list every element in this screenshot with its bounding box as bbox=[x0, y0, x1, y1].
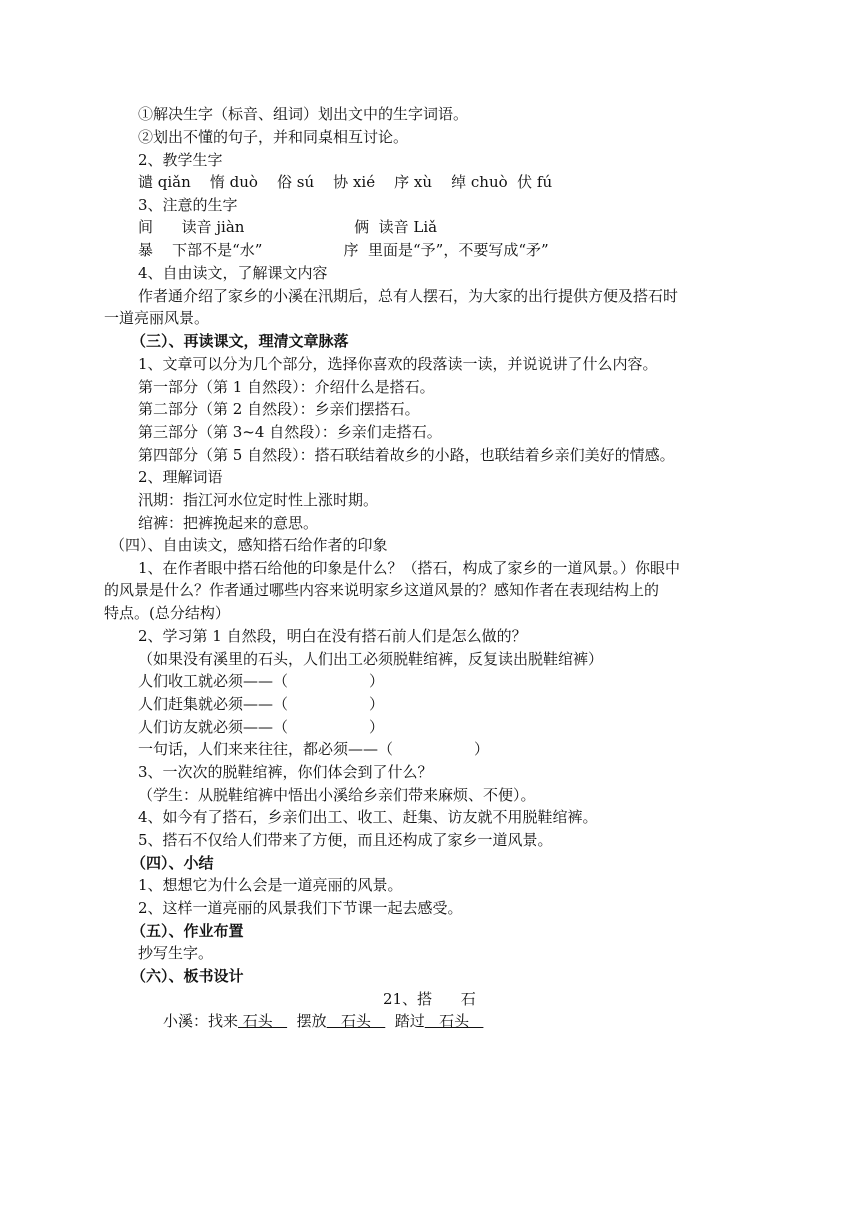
text-line: 的风景是什么？作者通过哪些内容来说明家乡这道风景的？感知作者在表现结构上的 bbox=[104, 581, 660, 599]
board-prefix: 小溪：找来 bbox=[163, 1012, 239, 1030]
text-line: 作者通介绍了家乡的小溪在汛期后，总有人摆石，为大家的出行提供方便及搭石时 bbox=[138, 287, 679, 305]
text-line: 间 读音 jiàn 俩 读音 Liǎ bbox=[138, 218, 438, 236]
text-line: （如果没有溪里的石头，人们出工必须脱鞋绾裤，反复读出脱鞋绾裤） bbox=[138, 650, 604, 668]
text-line: 3、一次次的脱鞋绾裤，你们体会到了什么？ bbox=[138, 763, 433, 781]
text-line: ①解决生字（标音、组词）划出文中的生字词语。 bbox=[138, 105, 469, 123]
text-line: 3、注意的生字 bbox=[138, 196, 238, 214]
text-line: 2、这样一道亮丽的风景我们下节课一起去感受。 bbox=[138, 899, 463, 917]
text-line: 汛期：指江河水位定时性上涨时期。 bbox=[138, 491, 379, 509]
text-line: 一句话，人们来来往往，都必须——（ ） bbox=[138, 740, 490, 758]
text-line: 4、自由读文，了解课文内容 bbox=[138, 264, 328, 282]
text-line: 1、想想它为什么会是一道亮丽的风景。 bbox=[138, 876, 403, 894]
board-mid-2: 踏过 bbox=[385, 1012, 425, 1030]
section-heading: （五）、作业布置 bbox=[131, 922, 244, 940]
board-blank-3: 石头 bbox=[424, 1012, 484, 1030]
text-line: 2、理解词语 bbox=[138, 468, 223, 486]
section-heading: （六）、板书设计 bbox=[131, 967, 244, 985]
board-line bbox=[163, 1014, 483, 1029]
text-line: 4、如今有了搭石，乡亲们出工、收工、赶集、访友就不用脱鞋绾裤。 bbox=[138, 808, 598, 826]
text-line: 特点。(总分结构） bbox=[104, 604, 230, 622]
text-line: 人们赶集就必须——（ ） bbox=[138, 695, 385, 713]
text-line: 一道亮丽风景。 bbox=[104, 309, 210, 327]
text-line: 第一部分（第 1 自然段）：介绍什么是搭石。 bbox=[138, 378, 435, 396]
section-heading: （四）、自由读文，感知搭石给作者的印象 bbox=[110, 536, 388, 554]
section-heading: （三）、再读课文，理清文章脉落 bbox=[131, 332, 349, 350]
text-line: 第四部分（第 5 自然段）：搭石联结着故乡的小路，也联结着乡亲们美好的情感。 bbox=[138, 446, 675, 464]
board-blank-2: 石头 bbox=[326, 1012, 386, 1030]
text-line: 2、教学生字 bbox=[138, 151, 223, 169]
text-line: 第二部分（第 2 自然段）：乡亲们摆搭石。 bbox=[138, 400, 420, 418]
text-line: ②划出不懂的句子，并和同桌相互讨论。 bbox=[138, 128, 409, 146]
text-line: （学生：从脱鞋绾裤中悟出小溪给乡亲们带来麻烦、不便）。 bbox=[138, 786, 536, 804]
text-line: 1、在作者眼中搭石给他的印象是什么？（搭石，构成了家乡的一道风景。）你眼中 bbox=[138, 559, 681, 577]
text-line: 抄写生字。 bbox=[138, 944, 214, 962]
text-line: 1、文章可以分为几个部分，选择你喜欢的段落读一读，并说说讲了什么内容。 bbox=[138, 355, 658, 373]
text-line: 2、学习第 1 自然段，明白在没有搭石前人们是怎么做的？ bbox=[138, 627, 527, 645]
section-heading: （四）、小结 bbox=[131, 854, 214, 872]
text-line: 第三部分（第 3~4 自然段）：乡亲们走搭石。 bbox=[138, 423, 442, 441]
board-title: 21、搭 石 bbox=[383, 990, 476, 1008]
board-mid-1: 摆放 bbox=[287, 1012, 327, 1030]
text-line: 绾裤：把裤挽起来的意思。 bbox=[138, 514, 319, 532]
text-line: 人们访友就必须——（ ） bbox=[138, 718, 385, 736]
board-blank-1: 石头 bbox=[238, 1012, 288, 1030]
text-line: 5、搭石不仅给人们带来了方便，而且还构成了家乡一道风景。 bbox=[138, 831, 553, 849]
text-line: 暴 下部不是“水” 序 里面是“予”，不要写成“矛” bbox=[138, 241, 549, 259]
text-line: 人们收工就必须——（ ） bbox=[138, 672, 385, 690]
text-line: 谴 qiǎn 惰 duò 俗 sú 协 xié 序 xù 绰 chuò 伏 fú bbox=[138, 173, 553, 191]
